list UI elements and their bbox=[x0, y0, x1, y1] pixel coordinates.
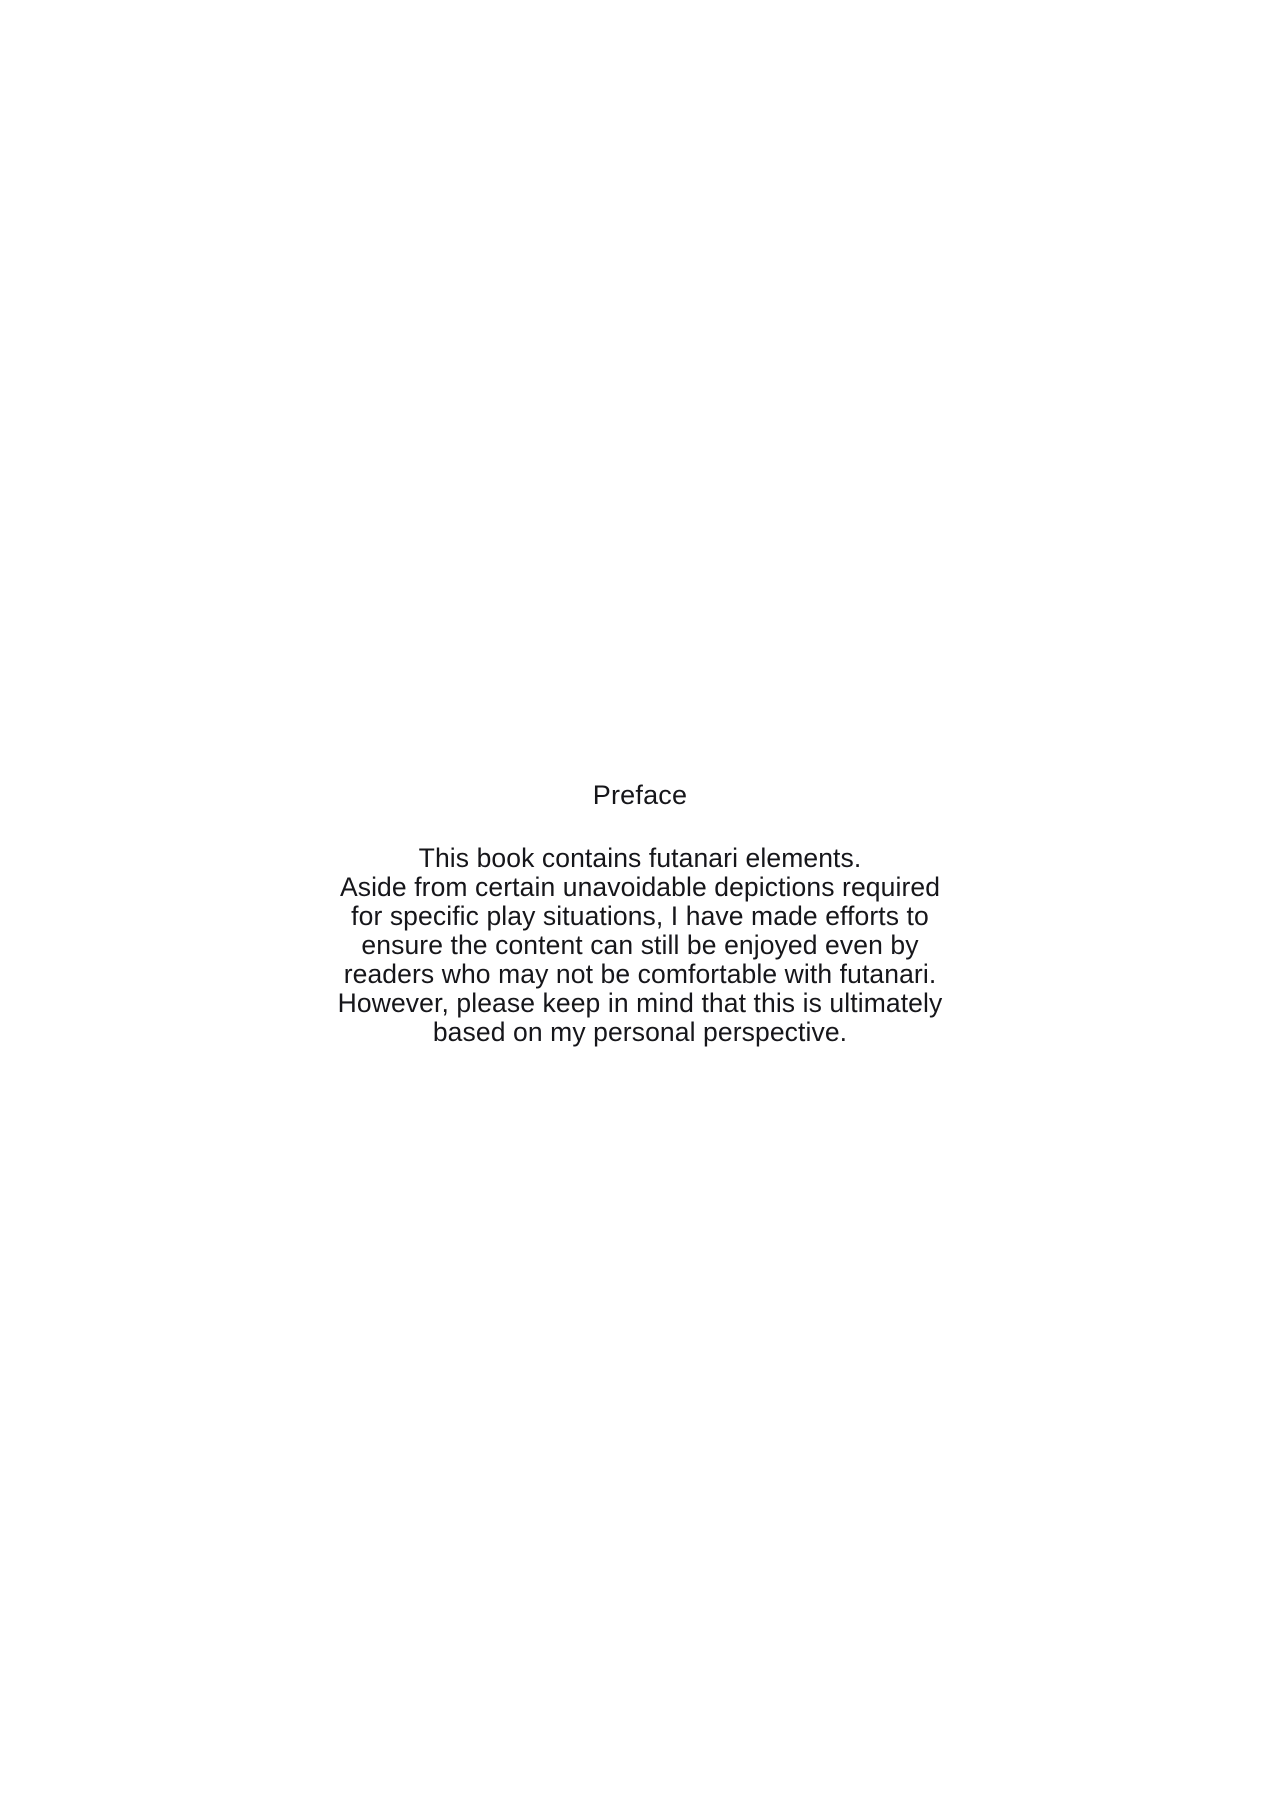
preface-line: ensure the content can still be enjoyed even by bbox=[361, 930, 919, 960]
preface-line: readers who may not be comfortable with futanari. bbox=[343, 959, 937, 989]
preface-section bbox=[290, 778, 990, 1047]
preface-line: Aside from certain unavoidable depictions required bbox=[339, 872, 941, 902]
preface-line: for specific play situations, I have made efforts to bbox=[351, 901, 929, 931]
preface-heading: Preface bbox=[592, 780, 688, 810]
preface-line: However, please keep in mind that this is ultimately bbox=[337, 988, 943, 1018]
preface-line: This book contains futanari elements. bbox=[418, 843, 862, 873]
preface-line: based on my personal perspective. bbox=[432, 1017, 848, 1047]
preface-body bbox=[290, 844, 990, 1047]
